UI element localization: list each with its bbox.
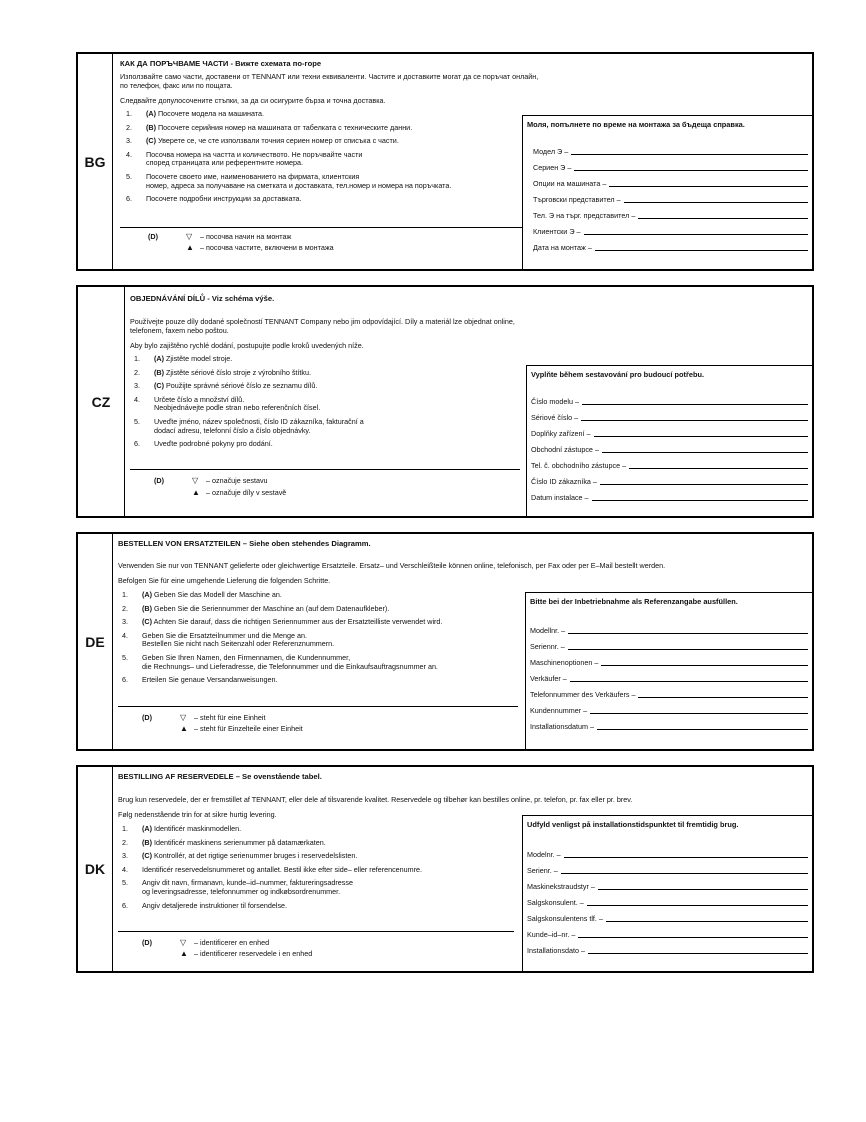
section-de bbox=[76, 532, 814, 751]
step-item: 1. (A) Geben Sie das Modell der Maschine an. bbox=[122, 590, 282, 599]
section-cz bbox=[76, 285, 814, 518]
legend-label: (D) bbox=[154, 476, 164, 485]
field-serial[interactable]: Seriennr. – bbox=[530, 641, 808, 651]
filled-triangle-icon: ▲ bbox=[180, 949, 188, 958]
step-item: 5. Посочете своето име, наименованието на фирмата, клиентския номер, адреса за получаване на сметката и доставката, тел.номер и номера на поръчката. bbox=[126, 171, 452, 190]
field-install-date[interactable]: Дата на монтаж – bbox=[533, 242, 808, 252]
field-options[interactable]: Maschinenoptionen – bbox=[530, 657, 808, 667]
field-model[interactable]: Číslo modelu – bbox=[531, 396, 808, 406]
reference-title: Моля, попълнете по време на монтажа за бъдеща справка. bbox=[527, 120, 745, 129]
section-content bbox=[112, 54, 812, 269]
legend-divider bbox=[130, 469, 520, 470]
section-content bbox=[124, 287, 812, 516]
step-item: 4. Identificér reservedelsnummeret og antallet. Bestil ikke efter side– eller referencenumre. bbox=[122, 864, 423, 874]
field-install-date[interactable]: Datum instalace – bbox=[531, 492, 808, 502]
reference-box bbox=[522, 815, 812, 971]
step-item: 6. Erteilen Sie genaue Versandanweisungen. bbox=[122, 675, 278, 685]
section-title: BESTELLEN VON ERSATZTEILEN – Siehe oben stehendes Diagramm. bbox=[118, 539, 371, 548]
legend-filled: ▲ – označuje díly v sestavě bbox=[192, 488, 287, 497]
filled-triangle-icon: ▲ bbox=[186, 243, 194, 252]
section-follow: Следвайте допулосочените стъпки, за да си осигурите бърза и точна доставка. bbox=[120, 96, 386, 105]
field-sales-rep-phone[interactable]: Tel. č. obchodního zástupce – bbox=[531, 460, 808, 470]
step-item: 5. Uveďte jméno, název společnosti, číslo ID zákazníka, fakturační a dodací adresu, telefonní číslo a číslo objednávky. bbox=[134, 416, 364, 435]
section-bg bbox=[76, 52, 814, 271]
field-customer-id[interactable]: Kundennummer – bbox=[530, 705, 808, 715]
step-item: 6. Посочете подробни инструкции за доставката. bbox=[126, 194, 302, 204]
field-sales-rep[interactable]: Verkäufer – bbox=[530, 673, 808, 683]
reference-box bbox=[525, 592, 812, 749]
reference-title: Udfyld venligst på installationstidspunktet til fremtidig brug. bbox=[527, 820, 739, 829]
step-item: 3. (C) Achten Sie darauf, dass die richtigen Seriennummer aus der Ersatzteilliste verwendet wird. bbox=[122, 617, 443, 627]
field-model[interactable]: Modelnr. – bbox=[527, 849, 808, 859]
legend-label: (D) bbox=[142, 938, 152, 947]
open-triangle-icon: ▽ bbox=[180, 713, 187, 722]
legend-label: (D) bbox=[142, 713, 152, 722]
steps-list bbox=[122, 824, 522, 910]
steps-list bbox=[134, 354, 514, 449]
legend-divider bbox=[118, 706, 518, 707]
language-code: BG bbox=[78, 54, 113, 269]
field-sales-rep-phone[interactable]: Salgskonsulentens tlf. – bbox=[527, 913, 808, 923]
legend-filled: ▲ – steht für Einzelteile einer Einheit bbox=[180, 724, 303, 733]
field-serial[interactable]: Сериен Э – bbox=[533, 162, 808, 172]
open-triangle-icon: ▽ bbox=[180, 938, 187, 947]
field-model[interactable]: Модел Э – bbox=[533, 146, 808, 156]
legend-label: (D) bbox=[148, 232, 158, 241]
legend-open: ▽ – označuje sestavu bbox=[192, 476, 268, 485]
step-item: 2. (B) Посочете серийния номер на машината от табелката с техническите данни. bbox=[126, 122, 413, 132]
section-intro: Verwenden Sie nur von TENNANT gelieferte oder gleichwertige Ersatzteile. Ersatz– und Verschleißteile können online, telefonisch, per Fax oder per E–Mail bestellt werden. bbox=[118, 561, 666, 570]
step-item: 3. (C) Уверете се, че сте използвали точния сериен номер от списъка с части. bbox=[126, 136, 399, 146]
legend-filled: ▲ – посочва частите, включени в монтажа bbox=[186, 243, 334, 252]
field-options[interactable]: Doplňky zařízení – bbox=[531, 428, 808, 438]
legend-open: ▽ – steht für eine Einheit bbox=[180, 713, 266, 722]
field-install-date[interactable]: Installationsdatum – bbox=[530, 721, 808, 731]
section-intro: Използвайте само части, доставени от TENNANT или техни еквиваленти. Частите и доставките могат да се поръчат онлайн, по телефон, факс или по пощата. bbox=[120, 72, 539, 90]
step-item: 1. (A) Посочете модела на машината. bbox=[126, 109, 264, 118]
field-sales-rep[interactable]: Търговски представител – bbox=[533, 194, 808, 204]
section-title: OBJEDNÁVÁNÍ DÍLŮ - Viz schéma výše. bbox=[130, 294, 275, 303]
steps-list bbox=[126, 109, 526, 204]
field-sales-rep-phone[interactable]: Тел. Э на търг. представител – bbox=[533, 210, 808, 220]
step-item: 2. (B) Zjistěte sériové číslo stroje z výrobního štítku. bbox=[134, 367, 311, 377]
legend-divider bbox=[120, 227, 522, 228]
field-options[interactable]: Опции на машината – bbox=[533, 178, 808, 188]
step-item: 6. Uveďte podrobné pokyny pro dodání. bbox=[134, 439, 273, 449]
field-model[interactable]: Modellnr. – bbox=[530, 625, 808, 635]
legend-filled: ▲ – identificerer reservedele i en enhed bbox=[180, 949, 313, 958]
language-code: DK bbox=[78, 767, 113, 971]
field-sales-rep[interactable]: Obchodní zástupce – bbox=[531, 444, 808, 454]
section-intro: Brug kun reservedele, der er fremstillet af TENNANT, eller dele af tilsvarende kvalitet. Reservedele og tilbehør kan bestilles online, pr. telefon, pr. fax eller pr. brev. bbox=[118, 795, 633, 804]
section-follow: Befolgen Sie für eine umgehende Lieferung die folgenden Schritte. bbox=[118, 576, 331, 585]
section-title: BESTILLING AF RESERVEDELE – Se ovenstående tabel. bbox=[118, 772, 322, 781]
section-title: КАК ДА ПОРЪЧВАМЕ ЧАСТИ - Вижте схемата по-горе bbox=[120, 59, 322, 68]
filled-triangle-icon: ▲ bbox=[192, 488, 200, 497]
field-install-date[interactable]: Installationsdato – bbox=[527, 945, 808, 955]
section-dk bbox=[76, 765, 814, 973]
section-content bbox=[112, 767, 812, 971]
step-item: 3. (C) Kontrollér, at det rigtige serienummer bruges i reservedelslisten. bbox=[122, 851, 358, 861]
reference-title: Bitte bei der Inbetriebnahme als Referenzangabe ausfüllen. bbox=[530, 597, 738, 606]
field-serial[interactable]: Serienr. – bbox=[527, 865, 808, 875]
step-item: 5. Angiv dit navn, firmanavn, kunde–id–nummer, faktureringsadresse og leveringsadresse, telefonnummer og indkøbsordrenummer. bbox=[122, 878, 353, 896]
legend-divider bbox=[118, 931, 514, 932]
open-triangle-icon: ▽ bbox=[192, 476, 199, 485]
filled-triangle-icon: ▲ bbox=[180, 724, 188, 733]
reference-box bbox=[522, 115, 812, 269]
step-item: 2. (B) Identificér maskinens serienummer på datamærkaten. bbox=[122, 837, 326, 847]
field-sales-rep[interactable]: Salgskonsulent. – bbox=[527, 897, 808, 907]
legend-open: ▽ – посочва начин на монтаж bbox=[186, 232, 292, 241]
step-item: 1. (A) Zjistěte model stroje. bbox=[134, 354, 233, 363]
step-item: 3. (C) Použijte správné sériové číslo ze seznamu dílů. bbox=[134, 381, 318, 391]
section-content bbox=[112, 534, 812, 749]
language-code: CZ bbox=[78, 287, 125, 516]
step-item: 4. Určete číslo a množství dílů. Neobjednávejte podle stran nebo referenčních čísel. bbox=[134, 394, 321, 413]
step-item: 5. Geben Sie Ihren Namen, den Firmennamen, die Kundennummer, die Rechnungs– und Lieferadresse, die Telefonnummer und die Einkaufsauftragsnummer an. bbox=[122, 652, 438, 671]
field-sales-rep-phone[interactable]: Telefonnummer des Verkäufers – bbox=[530, 689, 808, 699]
reference-box bbox=[526, 365, 812, 516]
section-follow: Aby bylo zajištěno rychlé dodání, postupujte podle kroků uvedených níže. bbox=[130, 341, 364, 350]
reference-title: Vyplňte během sestavování pro budoucí potřebu. bbox=[531, 370, 705, 379]
steps-list bbox=[122, 590, 532, 685]
section-intro: Používejte pouze díly dodané společností TENNANT Company nebo jim odpovídající. Díly a materiál lze objednat online, telefonem, faxem nebo poštou. bbox=[130, 317, 515, 335]
step-item: 2. (B) Geben Sie die Seriennummer der Maschine an (auf dem Datenaufkleber). bbox=[122, 603, 390, 613]
field-customer-id[interactable]: Číslo ID zákazníka – bbox=[531, 476, 808, 486]
field-serial[interactable]: Sériové číslo – bbox=[531, 412, 808, 422]
language-code: DE bbox=[78, 534, 113, 749]
section-follow: Følg nedenstående trin for at sikre hurtig levering. bbox=[118, 810, 277, 819]
field-options[interactable]: Maskinekstraudstyr – bbox=[527, 881, 808, 891]
field-customer-id[interactable]: Клиентски Э – bbox=[533, 226, 808, 236]
step-item: 4. Посочва номера на частта и количеството. Не поръчвайте части според страницата или референтните номера. bbox=[126, 149, 363, 168]
field-customer-id[interactable]: Kunde–id–nr. – bbox=[527, 929, 808, 939]
legend-open: ▽ – identificerer en enhed bbox=[180, 938, 270, 947]
open-triangle-icon: ▽ bbox=[186, 232, 193, 241]
step-item: 1. (A) Identificér maskinmodellen. bbox=[122, 824, 242, 833]
step-item: 6. Angiv detaljerede instruktioner til forsendelse. bbox=[122, 900, 288, 910]
step-item: 4. Geben Sie die Ersatzteilnummer und die Menge an. Bestellen Sie nicht nach Seitenzahl oder Referenznummern. bbox=[122, 630, 335, 649]
